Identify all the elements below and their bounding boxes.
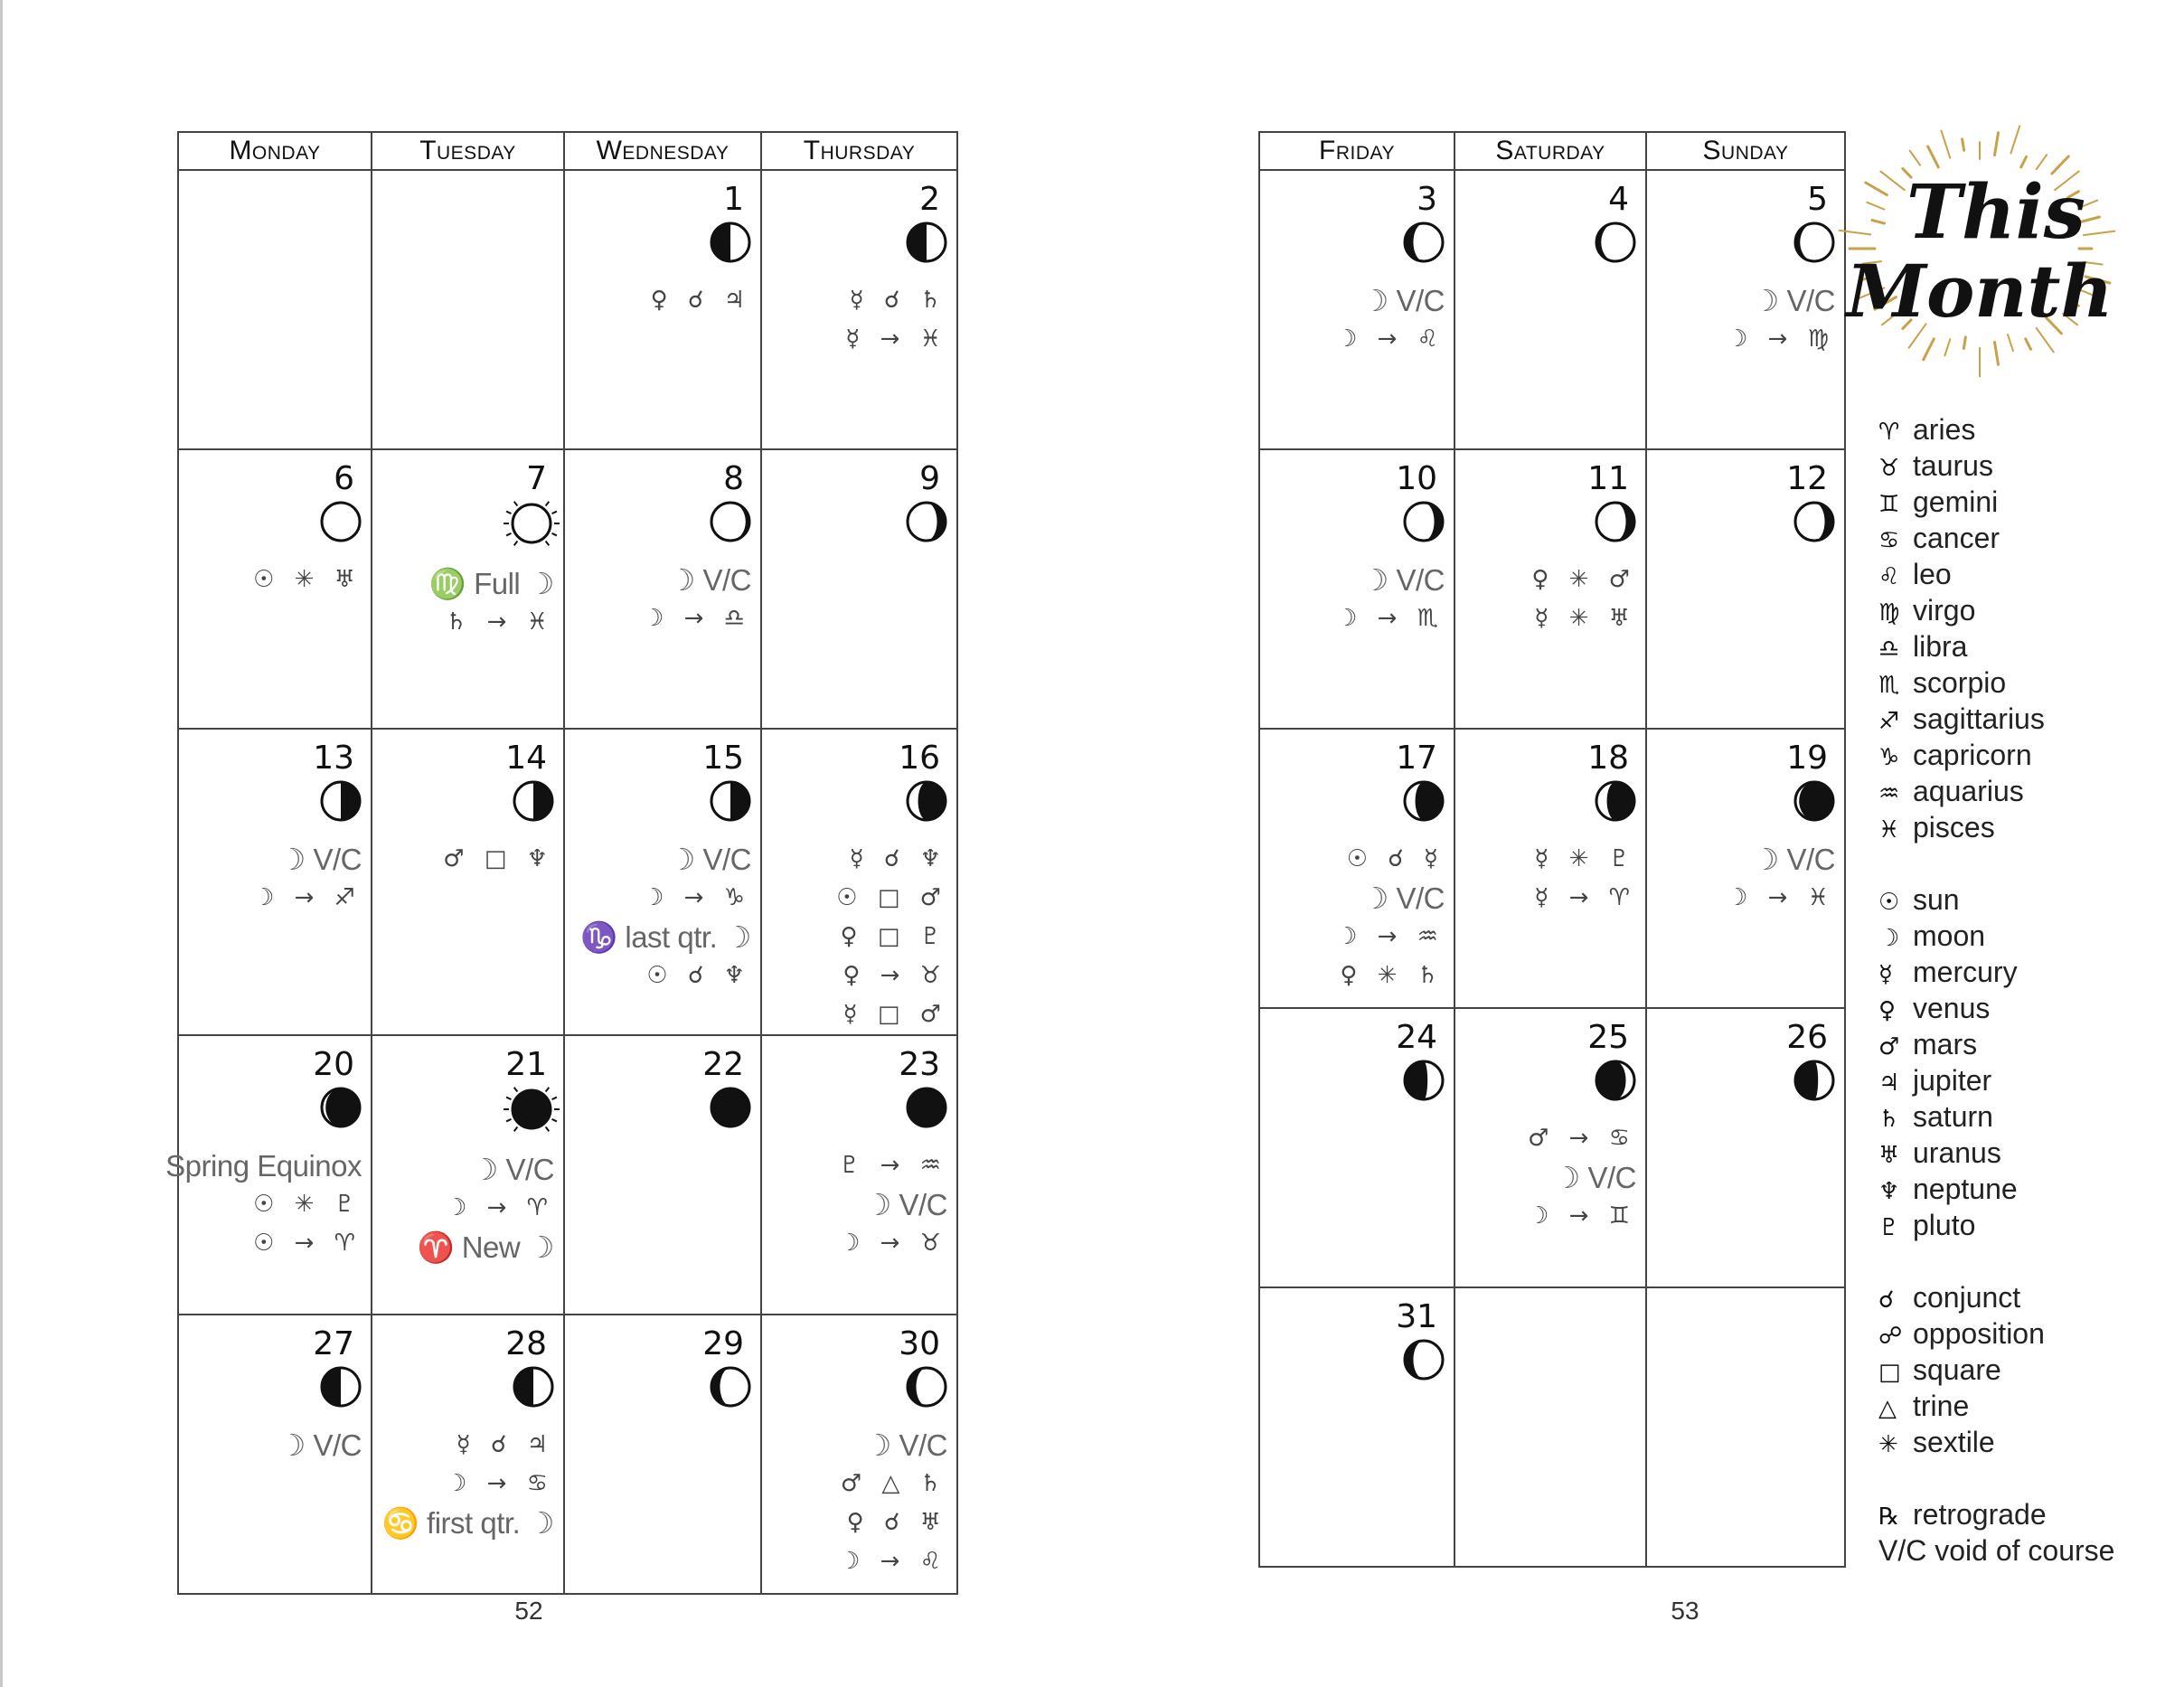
header-wednesday: Wednesday [564,132,761,170]
astro-event: ♋ first qtr. ☽ [381,1506,554,1540]
day-number: 27 [313,1325,354,1362]
legend-item-opposition [1878,1315,2114,1352]
legend-item-libra [1878,628,2114,664]
day-cell-24[interactable] [1259,1008,1454,1287]
waning-crescent-thin-moon-icon [318,1085,363,1130]
day-cell-10[interactable] [1259,449,1454,729]
legend-label: retrograde [1913,1498,2047,1531]
astro-event: ♑ last qtr. ☽ [580,920,751,954]
legend-label: scorpio [1913,666,2007,699]
day-cell-4[interactable] [1454,170,1646,449]
leo-symbol-icon: ♌ [1878,563,1900,590]
week-row [178,170,957,449]
astro-event: ☽ V/C [864,1428,947,1462]
legend-other [1878,1496,2114,1569]
astro-event: Spring Equinox [165,1149,362,1183]
astro-event: ☽ → ♌ [1336,325,1445,353]
astro-event: ♇ → ♒ [839,1152,947,1179]
week-row [1259,449,1845,729]
day-cell-5[interactable] [1646,170,1845,449]
astro-event: ☿ ✳ ♅ [1534,605,1636,632]
day-number: 24 [1396,1019,1437,1056]
day-number: 21 [505,1046,547,1083]
legend-item-uranus [1878,1135,2114,1171]
astro-event: ☽ → ♋ [446,1470,554,1497]
waning-gibbous-moon-icon [904,499,949,544]
empty-day-cell[interactable] [178,170,372,449]
astro-event: ☽ V/C [278,1428,362,1462]
waning-gibbous-moon-icon [1593,499,1638,544]
full-moon-icon [318,499,363,544]
legend-signs [1878,411,2114,845]
cancer-symbol-icon: ♋ [1878,527,1900,554]
day-cell-31[interactable] [1259,1287,1454,1567]
day-number: 14 [505,740,547,777]
day-cell-25[interactable] [1454,1008,1646,1287]
day-number: 10 [1396,460,1437,497]
legend-label: uranus [1913,1136,2001,1169]
astro-event: ☉ → ♈ [253,1230,362,1257]
day-number: 17 [1396,740,1437,777]
new-moon-icon [708,1085,753,1130]
astro-event: ☉ ✳ ♅ [253,566,362,593]
day-cell-29[interactable] [564,1315,761,1594]
virgo-symbol-icon: ♍ [1878,599,1900,627]
legend-label: conjunct [1913,1281,2021,1314]
waxing-gibbous-large-moon-icon [1593,220,1638,265]
day-cell-12[interactable] [1646,449,1845,729]
jupiter-symbol-icon: ♃ [1878,1070,1900,1097]
legend-label: pluto [1913,1209,1976,1241]
day-cell-13[interactable] [178,729,372,1035]
legend-item-trine [1878,1388,2114,1424]
week-row [178,729,957,1035]
day-number: 22 [702,1046,744,1083]
legend-item-pluto [1878,1207,2114,1243]
astro-event: ♀ → ♉ [843,962,947,989]
astro-event: ☽ V/C [278,843,362,876]
sagittarius-symbol-icon: ♐ [1878,708,1900,735]
astro-event: ♂ □ ♆ [443,845,554,872]
legend-item-neptune [1878,1171,2114,1207]
astro-event: ☿ → ♈ [1534,884,1636,911]
header-friday: Friday [1259,132,1454,170]
legend-item-scorpio [1878,664,2114,701]
legend-item-taurus [1878,448,2114,484]
astro-event: ☽ → ♑ [643,884,751,911]
legend-planets [1878,881,2114,1243]
astro-event: ☽ → ♎ [643,605,751,632]
day-number: 4 [1608,181,1629,218]
legend-aspects [1878,1279,2114,1460]
waning-crescent-thin-moon-icon [1792,778,1837,824]
opposition-symbol-icon: ☍ [1878,1323,1903,1350]
legend-label: V/C void of course [1878,1534,2115,1567]
legend-label: moon [1913,919,1986,952]
astro-event: ☽ → ♏ [1336,605,1445,632]
uranus-symbol-icon: ♅ [1878,1142,1900,1169]
day-number: 13 [313,740,354,777]
day-cell-9[interactable] [761,449,957,729]
astro-event: ♍ Full ☽ [428,567,554,600]
waning-crescent-moon-icon [1593,778,1638,824]
first-quarter-moon-icon [708,220,753,265]
day-cell-11[interactable] [1454,449,1646,729]
astro-event: ☽ → ♉ [839,1230,947,1257]
astro-event: ☿ ☌ ♆ [849,845,947,872]
astro-event: ☽ V/C [668,563,751,597]
astro-event: ♀ □ ♇ [840,923,947,950]
day-number: 16 [899,740,940,777]
day-cell-1[interactable] [564,170,761,449]
legend-label: jupiter [1913,1064,1992,1097]
legend-label: neptune [1913,1173,2018,1205]
day-number: 18 [1587,740,1629,777]
day-number: 20 [313,1046,354,1083]
day-cell-20[interactable] [165,1035,372,1315]
week-row [178,1035,957,1315]
day-cell-7[interactable] [372,449,564,729]
astro-event: ☽ V/C [864,1188,947,1221]
day-number: 9 [919,460,940,497]
waxing-gibbous-moon-icon [1401,1337,1446,1382]
legend-label: aries [1913,413,1976,446]
page-number-left: 52 [514,1597,543,1625]
astro-event: ☽ → ♓ [1727,884,1835,911]
day-cell-22[interactable] [564,1035,761,1315]
waning-gibbous-moon-icon [1792,499,1837,544]
waxing-gibbous-moon-icon [904,1364,949,1409]
legend-label: sextile [1913,1426,1995,1458]
astro-event: ♄ → ♓ [446,608,554,636]
legend-item-venus [1878,990,2114,1026]
mars-symbol-icon: ♂ [1878,1033,1900,1060]
day-cell-21[interactable] [372,1035,564,1315]
legend-label: pisces [1913,811,1995,844]
legend-item-retrograde [1878,1496,2114,1532]
day-number: 6 [334,460,354,497]
legend-item-sagittarius [1878,701,2114,737]
day-number: 30 [899,1325,940,1362]
moon-symbol-icon: ☽ [1878,925,1900,952]
legend-item-jupiter [1878,1062,2114,1098]
day-cell-18[interactable] [1454,729,1646,1008]
astro-event: ☽ V/C [1361,563,1445,597]
astro-event: ☽ V/C [1361,284,1445,317]
day-cell-17[interactable] [1259,729,1454,1008]
aquarius-symbol-icon: ♒ [1878,780,1900,807]
astro-event: ☽ → ♒ [1336,923,1445,950]
legend-label: trine [1913,1390,1970,1422]
legend-label: libra [1913,630,1968,663]
astro-event: ☿ ☌ ♃ [456,1431,554,1458]
legend-item-gemini [1878,484,2114,520]
sunburst-decoration [1835,113,2124,384]
venus-symbol-icon: ♀ [1878,997,1897,1024]
day-cell-3[interactable] [1259,170,1454,449]
scorpio-symbol-icon: ♏ [1878,672,1900,699]
page-number-right: 53 [1671,1597,1699,1625]
astro-event: ☽ → ♈ [446,1194,554,1221]
legend-item-sextile [1878,1424,2114,1460]
waxing-crescent-moon-icon [1593,1058,1638,1103]
legend-label: cancer [1913,522,2000,554]
day-cell-28[interactable] [372,1315,564,1594]
legend-item-aries [1878,411,2114,448]
first-quarter-moon-icon [511,1364,556,1409]
day-cell-26[interactable] [1646,1008,1845,1287]
legend-item-mercury [1878,954,2114,990]
day-cell-15[interactable] [564,729,761,1035]
header-saturday: Saturday [1454,132,1646,170]
day-number: 8 [723,460,744,497]
legend-label: leo [1913,558,1952,590]
header-monday: Monday [178,132,372,170]
astro-event: ♈ New ☽ [417,1230,554,1264]
trine-symbol-icon: △ [1878,1395,1897,1422]
capricorn-symbol-icon: ♑ [1878,744,1900,771]
astro-event: ☉ ☌ ☿ [1346,845,1445,872]
square-symbol-icon: □ [1878,1359,1901,1386]
first-quarter-dark-moon-icon [1792,1058,1837,1103]
legend-label: square [1913,1353,2001,1386]
day-number: 11 [1587,460,1629,497]
day-number: 31 [1396,1298,1437,1335]
day-cell-16[interactable] [761,729,957,1035]
legend-item-virgo [1878,592,2114,628]
legend-label: mercury [1913,956,2018,988]
astro-event: ☽ → ♐ [253,884,362,911]
day-cell-14[interactable] [372,729,564,1035]
legend-item-capricorn [1878,737,2114,773]
day-number: 29 [702,1325,744,1362]
astro-event: ♀ ✳ ♂ [1531,566,1636,593]
astro-event: ☿ → ♓ [845,325,947,353]
astro-event: ♂ → ♋ [1528,1125,1636,1152]
week-row [1259,729,1845,1008]
day-number: 1 [723,181,744,218]
first-quarter-moon-icon [318,1364,363,1409]
day-number: 12 [1786,460,1828,497]
week-row [178,449,957,729]
legend-item-VC [1878,1532,2114,1569]
waning-crescent-moon-icon [904,778,949,824]
legend-label: venus [1913,992,1991,1024]
day-cell-2[interactable] [761,170,957,449]
day-number: 15 [702,740,744,777]
week-row [1259,170,1845,449]
astro-event: ☽ V/C [1752,284,1835,317]
last-quarter-moon-icon [511,778,556,824]
astro-event: ☽ → ♊ [1528,1202,1636,1230]
libra-symbol-icon: ♎ [1878,636,1900,663]
sextile-symbol-icon: ✳ [1878,1431,1898,1458]
waning-crescent-moon-icon [1401,778,1446,824]
astro-event: ☽ V/C [1752,843,1835,876]
day-number: 28 [505,1325,547,1362]
waxing-gibbous-moon-icon [1401,220,1446,265]
new-sunburst-moon-icon [502,1085,561,1134]
day-cell-19[interactable] [1646,729,1845,1008]
day-number: 5 [1807,181,1828,218]
legend-item-saturn [1878,1098,2114,1135]
day-number: 26 [1786,1019,1828,1056]
mercury-symbol-icon: ☿ [1878,961,1893,988]
astro-event: ♀ ☌ ♃ [650,287,751,314]
astro-event: ☽ V/C [1361,881,1445,915]
gemini-symbol-icon: ♊ [1878,491,1900,518]
day-number: 19 [1786,740,1828,777]
page-spine [0,0,3,1687]
legend-item-moon [1878,918,2114,954]
day-cell-6[interactable] [178,449,372,729]
legend-label: virgo [1913,594,1976,627]
symbol-legend [1878,411,2114,1569]
legend-item-sun [1878,881,2114,918]
day-number: 7 [526,460,547,497]
astro-event: ☉ ✳ ♇ [253,1191,362,1218]
waxing-gibbous-large-moon-icon [1792,220,1837,265]
legend-label: sagittarius [1913,702,2045,735]
first-quarter-dark-moon-icon [1401,1058,1446,1103]
week-row [1259,1287,1845,1567]
neptune-symbol-icon: ♆ [1878,1178,1900,1205]
legend-item-conjunct [1878,1279,2114,1315]
day-number: 23 [899,1046,940,1083]
astro-event: ☿ ✳ ♇ [1534,845,1636,872]
astro-event: ☽ V/C [1553,1161,1636,1194]
legend-item-aquarius [1878,773,2114,809]
astro-event: ☽ V/C [668,843,751,876]
legend-item-square [1878,1352,2114,1388]
week-row [178,1315,957,1594]
last-quarter-moon-icon [708,778,753,824]
astro-event: ☉ ☌ ♆ [646,962,751,989]
astro-event: ☽ → ♌ [839,1548,947,1575]
legend-label: aquarius [1913,775,2024,807]
full-sunburst-moon-icon [502,499,561,548]
aries-symbol-icon: ♈ [1878,419,1900,446]
header-sunday: Sunday [1646,132,1845,170]
empty-day-cell[interactable] [1646,1287,1845,1567]
waxing-gibbous-moon-icon [708,1364,753,1409]
day-cell-30[interactable] [761,1315,957,1594]
astro-event: ♂ △ ♄ [840,1470,947,1497]
header-thursday: Thursday [761,132,957,170]
week-row [1259,1008,1845,1287]
title-this: This [1906,169,2085,256]
day-cell-23[interactable] [761,1035,957,1315]
astro-event: ☽ → ♍ [1727,325,1835,353]
calendar-left-page [165,131,958,1595]
title-month: Month [1846,249,2113,334]
header-tuesday: Tuesday [372,132,564,170]
first-quarter-moon-icon [904,220,949,265]
astro-event: ☿ □ ♂ [843,1001,947,1028]
last-quarter-moon-icon [318,778,363,824]
legend-label: saturn [1913,1100,1993,1133]
day-number: 2 [919,181,940,218]
saturn-symbol-icon: ♄ [1878,1106,1900,1133]
legend-label: gemini [1913,485,1999,518]
taurus-symbol-icon: ♉ [1878,455,1900,482]
legend-item-mars [1878,1026,2114,1062]
legend-item-cancer [1878,520,2114,556]
empty-day-cell[interactable] [372,170,564,449]
day-cell-27[interactable] [178,1315,372,1594]
legend-item-pisces [1878,809,2114,845]
astro-event: ☿ ☌ ♄ [849,287,947,314]
empty-day-cell[interactable] [1454,1287,1646,1567]
sun-symbol-icon: ☉ [1878,889,1900,916]
legend-item-leo [1878,556,2114,592]
retrograde-symbol-icon: ℞ [1878,1503,1900,1531]
waning-gibbous-moon-icon [1401,499,1446,544]
conjunct-symbol-icon: ☌ [1878,1286,1895,1314]
day-number: 3 [1417,181,1437,218]
waning-gibbous-thin-moon-icon [708,499,753,544]
legend-label: sun [1913,883,1960,916]
legend-label: mars [1913,1028,1978,1060]
astro-event: ♀ ✳ ♄ [1340,962,1445,989]
astro-event: ♀ ☌ ♅ [846,1509,947,1536]
legend-label: capricorn [1913,739,2032,771]
day-number: 25 [1587,1019,1629,1056]
calendar-right-page [1258,131,1846,1568]
legend-label: taurus [1913,449,1993,482]
this-month-title [1835,113,2124,384]
new-moon-icon [904,1085,949,1130]
pisces-symbol-icon: ♓ [1878,816,1900,844]
astro-event: ☽ V/C [471,1153,554,1186]
pluto-symbol-icon: ♇ [1878,1214,1900,1241]
astro-event: ☉ □ ♂ [836,884,947,911]
day-cell-8[interactable] [564,449,761,729]
legend-label: opposition [1913,1317,2045,1350]
